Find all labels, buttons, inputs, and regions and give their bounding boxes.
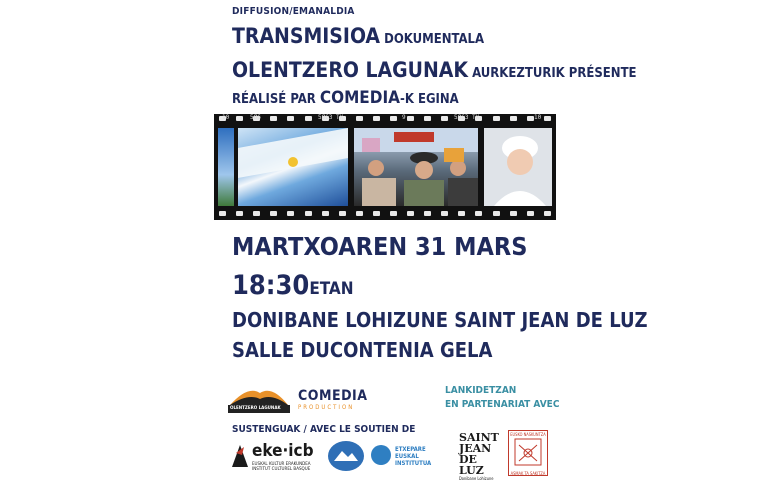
partnership-line-1: LANKIDETZAN xyxy=(445,385,517,396)
pyrenees-logo xyxy=(328,441,364,471)
film-number: 10 xyxy=(222,114,230,121)
olentzero-logo xyxy=(228,383,290,413)
eusko-naskuntza-logo xyxy=(508,430,548,476)
event-location-venue: SALLE DUCONTENIA GELA xyxy=(232,338,493,362)
etxepare-circle-icon xyxy=(371,445,391,465)
support-label: SUSTENGUAK / AVEC LE SOUTIEN DE xyxy=(232,424,416,435)
film-number: 5Ø63 TX xyxy=(454,114,480,121)
film-number: 5Ø6 xyxy=(250,114,261,121)
event-time-suffix: ETAN xyxy=(309,279,354,299)
event-date: MARTXOAREN 31 MARS xyxy=(232,232,528,261)
etxepare-line-1: ETXEPARE xyxy=(395,446,426,453)
title-line-3 xyxy=(232,88,459,108)
eke-icb-logo xyxy=(230,441,320,473)
film-holes-top xyxy=(214,116,556,123)
comedia-logo-text: COMEDIA xyxy=(298,388,368,404)
film-frame-flag xyxy=(238,128,348,206)
etxepare-logo xyxy=(371,443,441,469)
eke-bird-icon xyxy=(230,443,250,469)
flag-illustration xyxy=(238,128,348,206)
etxepare-line-2: EUSKAL xyxy=(395,453,419,460)
etxepare-logo-text xyxy=(395,446,431,467)
comedia-logo xyxy=(298,388,368,411)
event-time-hour: 18:30 xyxy=(232,270,310,301)
eh-line-1: EUSKO NASKUNTZA xyxy=(510,432,546,437)
etxepare-line-3: INSTITUTUA xyxy=(395,460,432,467)
partnership-line-2: EN PARTENARIAT AVEC xyxy=(445,399,560,410)
title-presente: AURKEZTURIK PRÉSENTE xyxy=(468,66,637,81)
comedia-logo-sub: PRODUCTION xyxy=(298,404,355,411)
eh-line-2: ASMAK TA SAKITZA xyxy=(510,471,546,476)
sjl-line-3: DE LUZ xyxy=(459,453,484,477)
title-dokumentala: DOKUMENTALA xyxy=(380,32,485,47)
title-line-1 xyxy=(232,24,484,48)
title-line-2 xyxy=(232,58,637,82)
sjl-sub: Donibane Lohizune xyxy=(459,476,494,481)
film-frame-1 xyxy=(218,128,234,206)
film-number: 10 xyxy=(534,114,542,121)
film-number: 9 xyxy=(402,114,406,121)
mountain-icon xyxy=(328,441,364,471)
film-frame-group xyxy=(354,128,478,206)
title-transmisioa: TRANSMISIOA xyxy=(232,24,381,48)
emblem-icon xyxy=(509,437,547,467)
film-frame-child xyxy=(484,128,552,206)
title-egina: -K EGINA xyxy=(399,92,459,107)
diffusion-label: DIFFUSION/EMANALDIA xyxy=(232,6,355,17)
title-olentzero: OLENTZERO LAGUNAK xyxy=(232,58,469,82)
event-location-city: DONIBANE LOHIZUNE SAINT JEAN DE LUZ xyxy=(232,308,648,332)
group-illustration xyxy=(354,128,478,206)
eke-sub-2: INSTITUT CULTUREL BASQUE xyxy=(252,467,311,472)
child-illustration xyxy=(484,128,552,206)
eke-sub-1: EUSKAL KULTUR ERAKUNDEA xyxy=(252,462,311,467)
sjl-line-1: SAINT xyxy=(459,431,499,444)
title-comedia: COMEDIA xyxy=(319,88,400,108)
eke-logo-text: eke·icb xyxy=(252,441,314,461)
event-time xyxy=(232,270,354,301)
saint-jean-de-luz-logo xyxy=(459,431,499,481)
title-realise: RÉALISÉ PAR xyxy=(232,92,320,107)
sjl-line-2: JEAN xyxy=(459,442,492,455)
olentzero-logo-text: OLENTZERO LAGUNAK xyxy=(230,406,281,411)
film-strip xyxy=(214,114,556,220)
film-holes-bottom xyxy=(214,211,556,218)
partnership-label xyxy=(445,384,559,412)
film-number: 5Ø63 TX xyxy=(318,114,344,121)
